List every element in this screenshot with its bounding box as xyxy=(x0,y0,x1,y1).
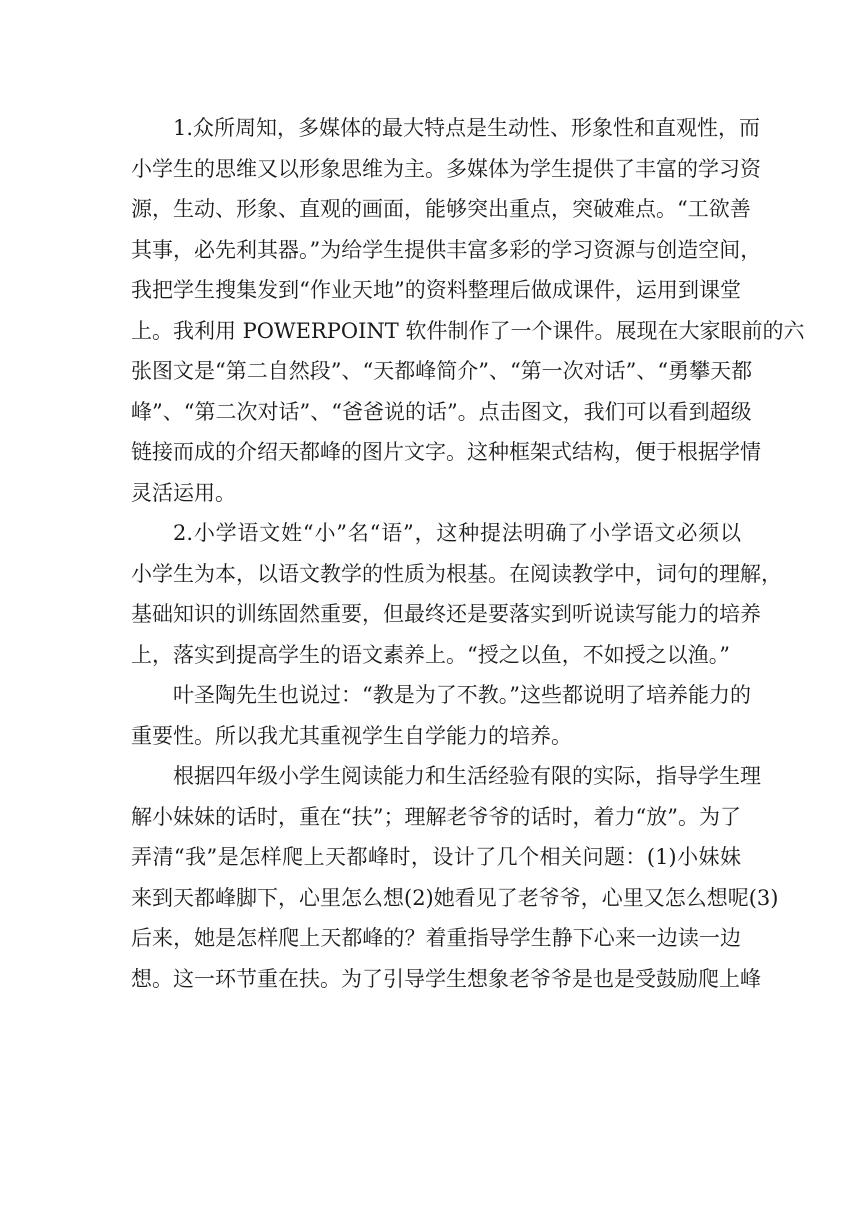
text-line: 2.小学语文姓“小”名“语”，这种提法明确了小学语文必须以 xyxy=(173,521,741,545)
text-line: 解小妹妹的话时，重在“扶”；理解老爷爷的话时，着力“放”。为了 xyxy=(131,804,741,829)
text-line: 小学生的思维又以形象思维为主。多媒体为学生提供了丰富的学习资 xyxy=(131,156,761,181)
text-line: 重要性。所以我尤其重视学生自学能力的培养。 xyxy=(131,723,572,748)
text-line: 根据四年级小学生阅读能力和生活经验有限的实际，指导学生理 xyxy=(173,764,761,788)
text-line: 想。这一环节重在扶。为了引导学生想象老爷爷是也是受鼓励爬上峰 xyxy=(131,966,761,991)
text-line: 弄清“我”是怎样爬上天都峰时，设计了几个相关问题：(1)小妹妹 xyxy=(131,845,741,869)
text-line: 我把学生搜集发到“作业天地”的资料整理后做成课件，运用到课堂 xyxy=(131,278,741,302)
text-line: 链接而成的介绍天都峰的图片文字。这种框架式结构，便于根据学情 xyxy=(131,440,761,464)
text-line: 灵活运用。 xyxy=(131,480,236,505)
text-line: 叶圣陶先生也说过：“教是为了不教。”这些都说明了培养能力的 xyxy=(173,683,751,707)
text-line: 1.众所周知，多媒体的最大特点是生动性、形象性和直观性，而 xyxy=(173,116,761,140)
text-line: 张图文是“第二自然段”、“天都峰简介”、“第一次对话”、“勇攀天都 xyxy=(131,359,753,383)
text-line: 基础知识的训练固然重要，但最终还是要落实到听说读写能力的培养 xyxy=(131,602,761,626)
text-line: 源，生动、形象、直观的画面，能够突出重点，突破难点。“工欲善 xyxy=(131,197,751,221)
text-line: 上，落实到提高学生的语文素养上。“授之以鱼，不如授之以渔。” xyxy=(131,642,730,667)
text-line: 后来，她是怎样爬上天都峰的？着重指导学生静下心来一边读一边 xyxy=(131,926,741,950)
document-body xyxy=(131,108,805,999)
text-line: 小学生为本，以语文教学的性质为根基。在阅读教学中，词句的理解， xyxy=(131,561,782,586)
text-line: 上。我利用 POWERPOINT 软件制作了一个课件。展现在大家眼前的六 xyxy=(131,318,805,343)
text-line: 峰”、“第二次对话”、“爸爸说的话”。点击图文，我们可以看到超级 xyxy=(131,399,752,424)
text-line: 来到天都峰脚下，心里怎么想(2)她看见了老爷爷，心里又怎么想呢(3) xyxy=(131,885,779,910)
text-line: 其事，必先利其器。”为给学生提供丰富多彩的学习资源与创造空间， xyxy=(131,237,762,262)
